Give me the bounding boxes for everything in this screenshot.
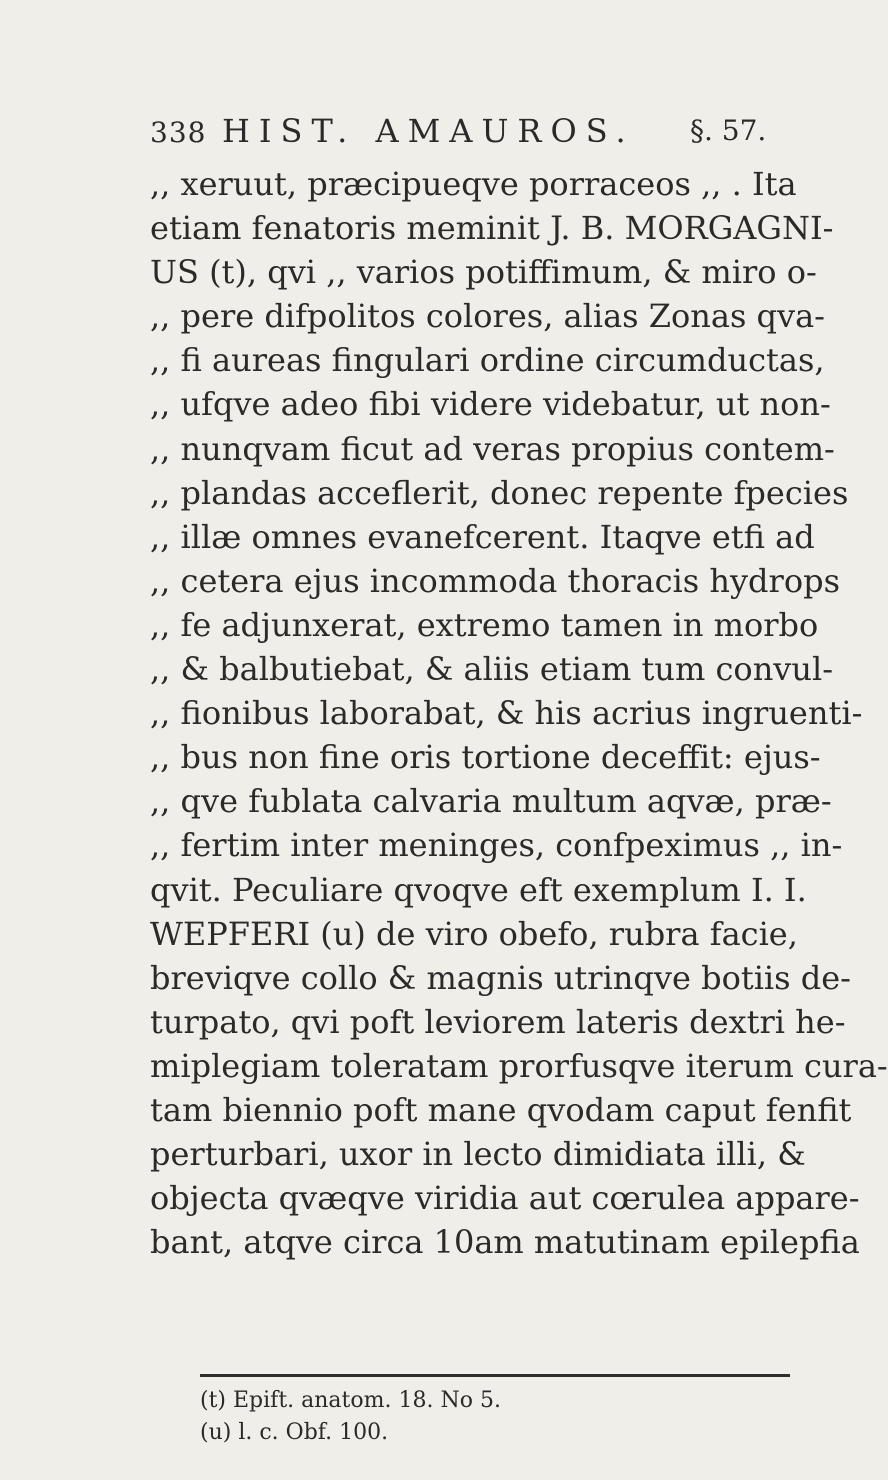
text-line: ,, fi aureas fingulari ordine circumductas,	[150, 341, 825, 380]
text-line: tam biennio poft mane qvodam caput fenfit	[150, 1090, 852, 1129]
footnote-u: (u) l. c. Obf. 100.	[200, 1420, 389, 1445]
text-line: ,, pere difpolitos colores, alias Zonas qva-	[150, 297, 825, 336]
text-line: objecta qvæqve viridia aut cœrulea appare-	[150, 1179, 860, 1218]
text-line: qvit. Peculiare qvoqve eft exemplum I. I.	[150, 870, 807, 909]
text-line: breviqve collo & magnis utrinqve botiis de-	[150, 958, 851, 997]
text-line: ,, qve fublata calvaria multum aqvæ, præ-	[150, 782, 832, 821]
text-line: ,, fe adjunxerat, extremo tamen in morbo	[150, 605, 819, 644]
page-number: 338	[150, 116, 207, 149]
section-number: §. 57.	[690, 114, 767, 147]
text-line: perturbari, uxor in lecto dimidiata illi, &	[150, 1135, 806, 1174]
text-line: WEPFERI (u) de viro obefo, rubra facie,	[150, 914, 798, 953]
body-text	[150, 162, 888, 1264]
text-line: etiam fenatoris meminit J. B. MORGAGNI-	[150, 209, 834, 248]
text-line: ,, fionibus laborabat, & his acrius ingruenti-	[150, 694, 863, 733]
text-line: ,, xeruut, præcipueqve porraceos ,, . Ita	[150, 165, 797, 203]
text-line: miplegiam toleratam prorfusqve iterum cura-	[150, 1046, 888, 1085]
footnotes	[200, 1385, 760, 1449]
text-line: ,, & balbutiebat, & aliis etiam tum convul-	[150, 650, 834, 689]
text-line: ,, fertim inter meninges, confpeximus ,, in-	[150, 826, 843, 865]
footnote-t: (t) Epift. anatom. 18. No 5.	[200, 1388, 501, 1413]
text-line: bant, atqve circa 10am matutinam epilepfia	[150, 1223, 860, 1262]
running-title: HIST. AMAUROS.	[222, 112, 635, 150]
text-line: ,, bus non fine oris tortione deceffit: ejus-	[150, 738, 821, 777]
text-line: ,, cetera ejus incommoda thoracis hydrops	[150, 561, 840, 600]
text-line: ,, plandas acceflerit, donec repente fpecies	[150, 473, 849, 512]
page-header	[150, 112, 790, 152]
text-line: ,, ufqve adeo fibi videre videbatur, ut non-	[150, 385, 831, 424]
text-line: ,, illæ omnes evanefcerent. Itaqve etfi ad	[150, 517, 815, 556]
text-line: US (t), qvi ,, varios potiffimum, & miro o-	[150, 253, 817, 292]
text-line: ,, nunqvam ficut ad veras propius contem-	[150, 429, 835, 468]
footnote-divider	[200, 1374, 790, 1377]
text-line: turpato, qvi poft leviorem lateris dextri he-	[150, 1002, 846, 1041]
